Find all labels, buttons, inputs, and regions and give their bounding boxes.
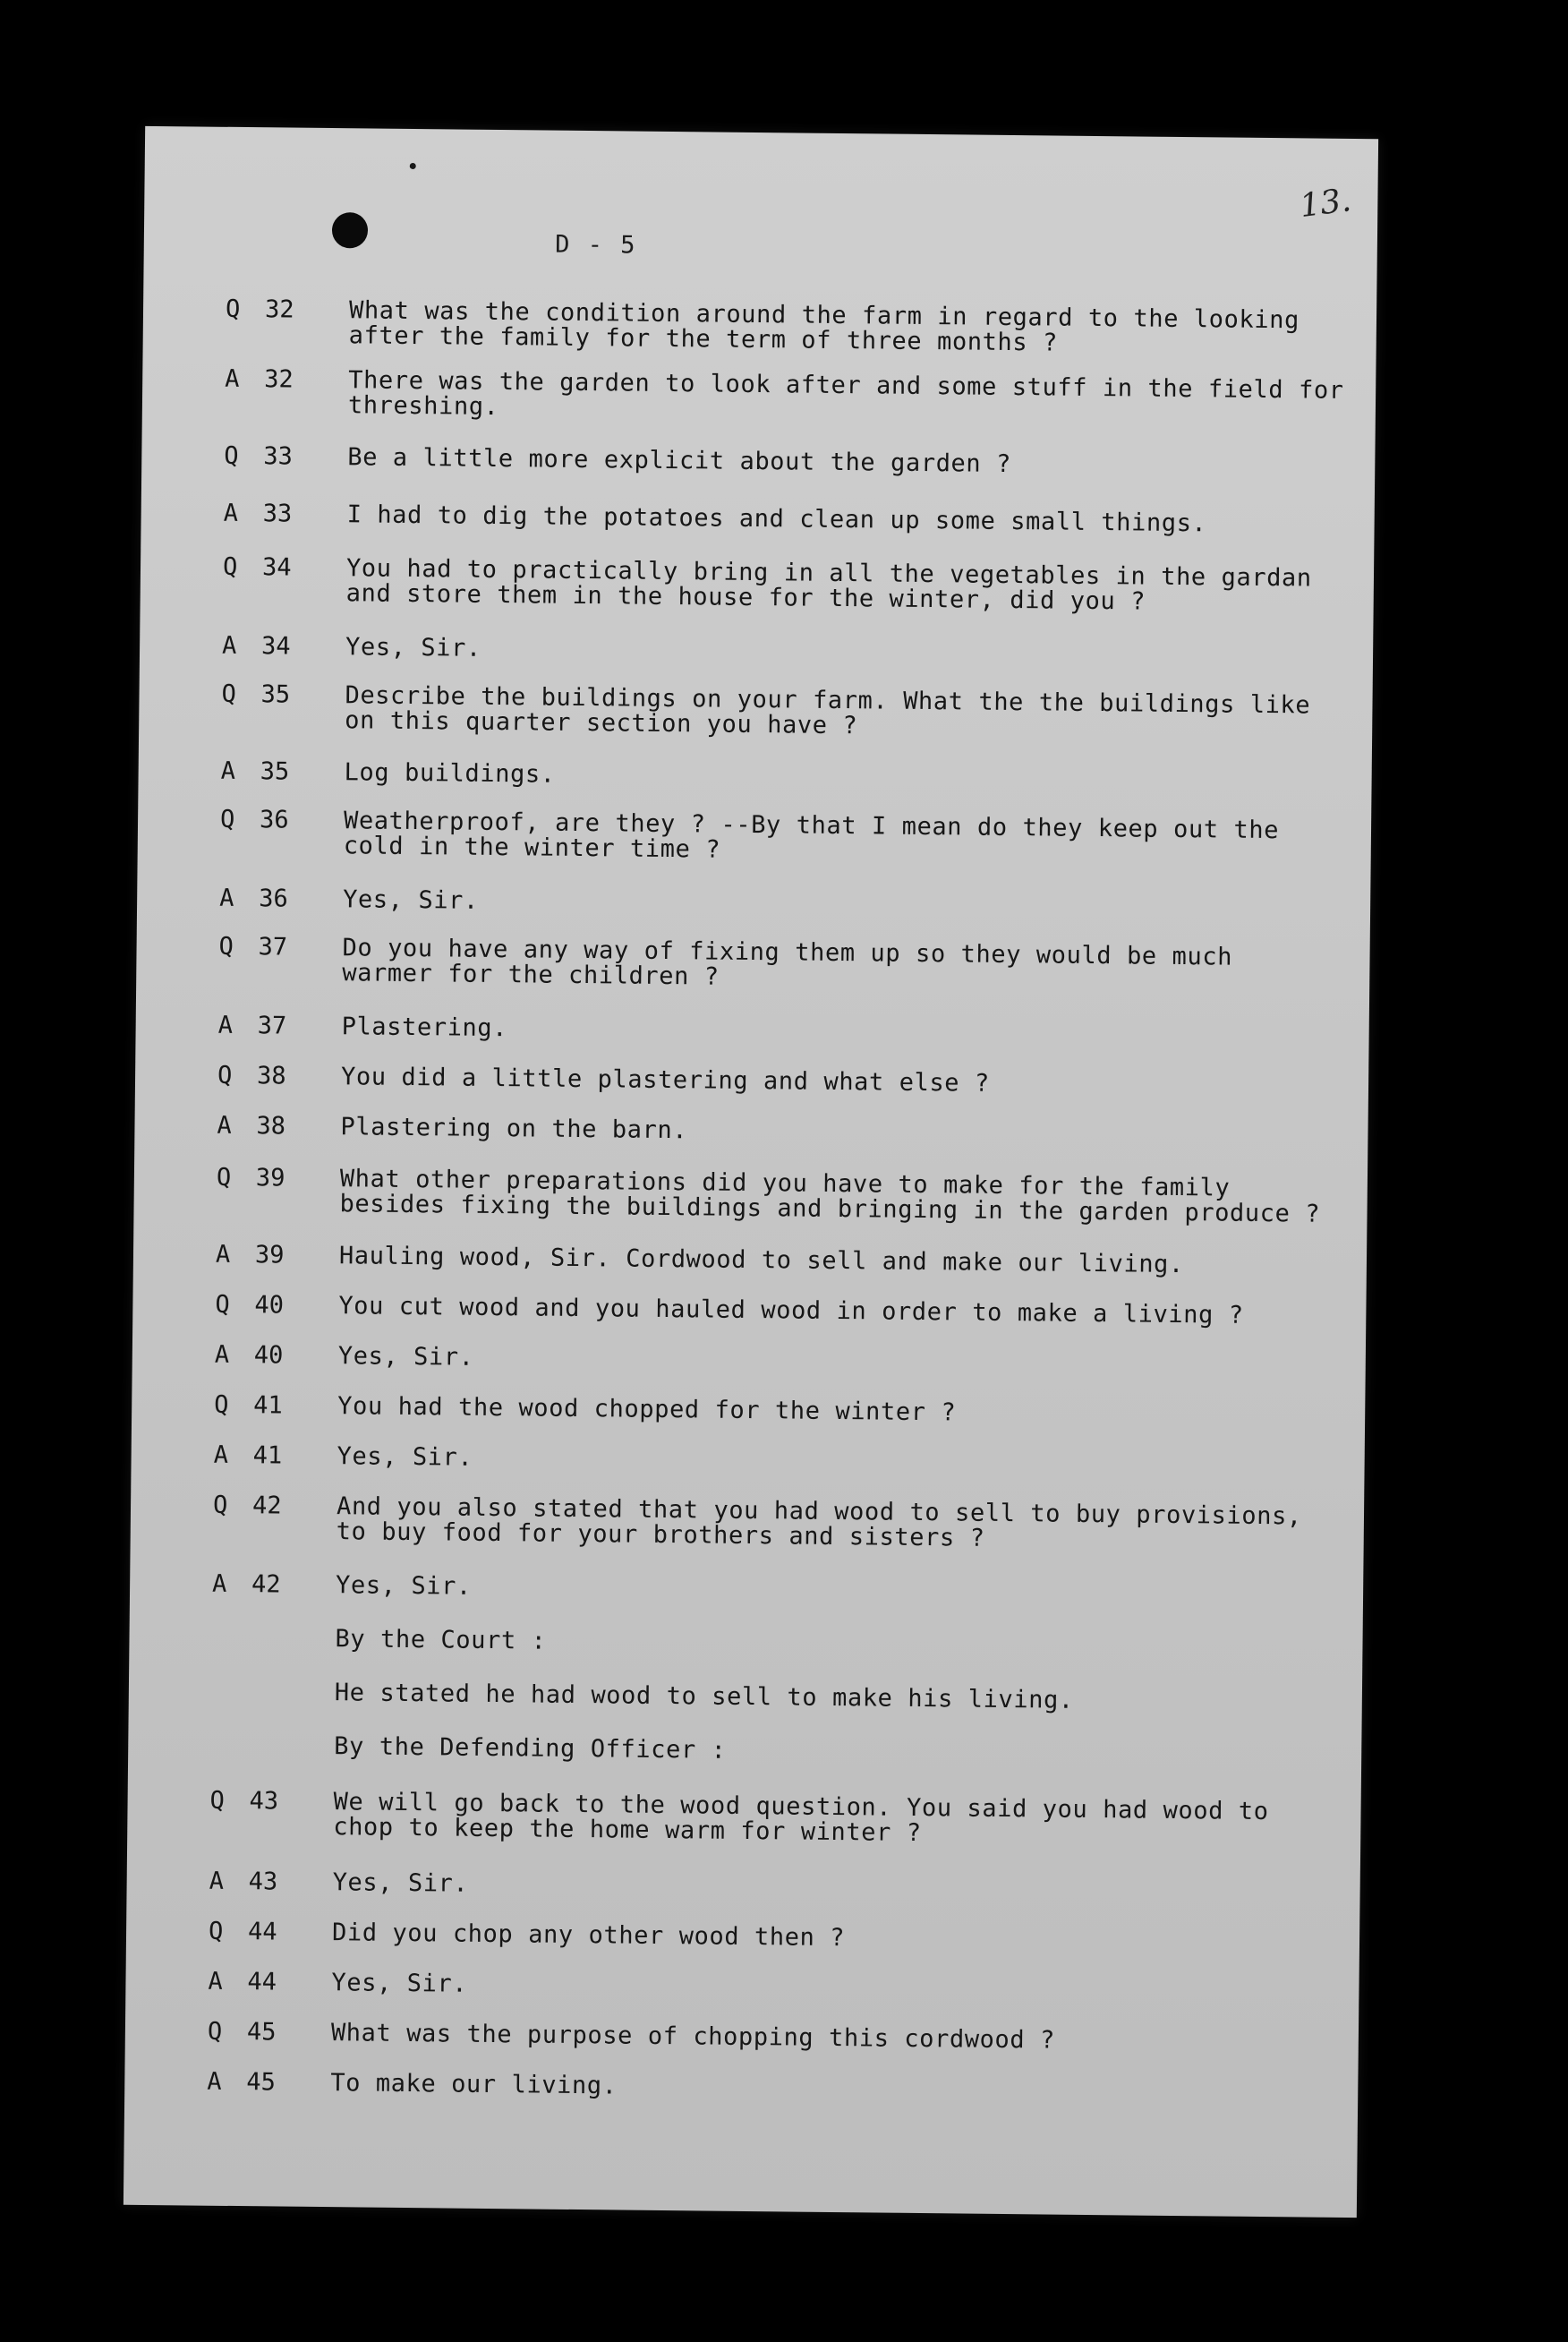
handwritten-page-number: 13. <box>1297 182 1353 226</box>
entry-kind: Q <box>219 805 235 833</box>
entry-number: 36 <box>259 885 288 913</box>
entry-kind: A <box>220 756 236 785</box>
entry-kind: A <box>211 1569 227 1598</box>
entry-number: 37 <box>257 1012 287 1040</box>
entry-kind: Q <box>221 680 236 708</box>
entry-number: 39 <box>254 1241 285 1269</box>
entry-kind: A <box>225 364 240 393</box>
entry-number: 33 <box>262 500 293 528</box>
entry-kind: A <box>207 2067 222 2096</box>
entry-text: Yes, Sir. <box>337 1342 474 1372</box>
entry-kind: Q <box>217 1061 233 1090</box>
entry-text: You did a little plastering and what else ? <box>340 1063 990 1098</box>
entry-kind: A <box>221 631 237 660</box>
defending-officer-heading: By the Defending Officer : <box>334 1732 727 1765</box>
page-header: D - 5 <box>555 230 637 260</box>
entry-text: Yes, Sir. <box>331 1969 468 1998</box>
entry-text: And you also stated that you had wood to sell to buy provisions, to buy food for your brothers and sisters ? <box>336 1492 1302 1552</box>
entry-kind: Q <box>212 1491 228 1519</box>
entry-number: 34 <box>260 632 291 661</box>
entry-kind: Q <box>209 1786 226 1815</box>
entry-kind: Q <box>214 1390 229 1419</box>
entry-number: 35 <box>260 757 290 786</box>
entry-kind: A <box>213 1440 229 1469</box>
entry-number: 43 <box>249 1787 279 1816</box>
entry-text: What other preparations did you have to make for the family besides fixing the buildings and bringing in the garden produce ? <box>339 1165 1321 1228</box>
entry-number: 40 <box>254 1291 285 1320</box>
entry-kind: A <box>219 884 234 912</box>
entry-number: 45 <box>246 2018 277 2047</box>
entry-number: 32 <box>264 295 294 324</box>
entry-text: Did you chop any other wood then ? <box>331 1919 846 1953</box>
entry-text: Do you have any way of fixing them up so they would be much warmer for the children ? <box>342 934 1233 991</box>
entry-number: 40 <box>253 1341 284 1370</box>
ink-speck <box>410 163 416 169</box>
entry-number: 34 <box>261 553 292 582</box>
entry-text: There was the garden to look after and some stuff in the field for threshing. <box>347 366 1344 422</box>
entry-number: 38 <box>256 1112 286 1141</box>
entry-kind: Q <box>222 552 238 581</box>
entry-kind: A <box>223 499 239 527</box>
entry-kind: A <box>217 1011 234 1039</box>
entry-kind: A <box>208 1967 223 1996</box>
entry-kind: Q <box>208 1917 224 1945</box>
entry-number: 44 <box>247 1918 277 1946</box>
entry-text: Describe the buildings on your farm. What the the buildings like on this quarter section you have ? <box>345 681 1311 740</box>
entry-number: 35 <box>260 680 291 709</box>
entry-text: Plastering. <box>341 1013 508 1043</box>
entry-number: 42 <box>251 1570 281 1599</box>
entry-text: You had to practically bring in all the vegetables in the gardan and store them in the house for the winter, did you ? <box>345 554 1312 616</box>
entry-number: 37 <box>258 933 288 962</box>
entry-text: You had the wood chopped for the winter ? <box>337 1392 957 1427</box>
entry-number: 32 <box>264 365 294 394</box>
entry-kind: A <box>214 1340 230 1369</box>
document-page <box>124 126 1378 2218</box>
entry-text: Yes, Sir. <box>332 1868 469 1898</box>
entry-text: Plastering on the barn. <box>340 1113 688 1145</box>
entry-text: I had to dig the potatoes and clean up some small things. <box>346 500 1207 538</box>
entry-kind: Q <box>215 1290 230 1319</box>
entry-number: 36 <box>259 806 289 834</box>
entry-text: Yes, Sir. <box>342 885 480 915</box>
entry-kind: Q <box>225 295 241 323</box>
entry-kind: Q <box>218 932 234 961</box>
court-heading: By the Court : <box>335 1625 547 1655</box>
entry-text: What was the condition around the farm in regard to the looking after the family for the term of three months ? <box>348 296 1300 357</box>
entry-number: 44 <box>247 1968 277 1996</box>
entry-text: Hauling wood, Sir. Cordwood to sell and make our living. <box>338 1242 1185 1279</box>
entry-text: We will go back to the wood question. You said you had wood to chop to keep the home warm for winter ? <box>333 1788 1269 1848</box>
entry-number: 41 <box>252 1441 283 1470</box>
entry-text: You cut wood and you hauled wood in order to make a living ? <box>338 1292 1244 1329</box>
entry-text: Log buildings. <box>344 758 556 789</box>
court-statement: He stated he had wood to sell to make his living. <box>334 1679 1074 1714</box>
entry-text: Yes, Sir. <box>337 1442 473 1472</box>
entry-number: 39 <box>255 1164 285 1192</box>
entry-kind: Q <box>207 2017 223 2046</box>
entry-kind: A <box>217 1111 232 1140</box>
entry-text: Yes, Sir. <box>345 633 481 662</box>
entry-text: Weatherproof, are they ? --By that I mean do they keep out the cold in the winter time ? <box>343 807 1280 864</box>
entry-number: 33 <box>263 442 294 471</box>
entry-number: 42 <box>251 1492 282 1520</box>
entry-kind: Q <box>216 1163 232 1192</box>
entry-kind: Q <box>224 441 239 470</box>
entry-kind: A <box>215 1240 231 1269</box>
entry-text: Yes, Sir. <box>335 1571 472 1601</box>
entry-text: Be a little more explicit about the garden ? <box>347 443 1012 479</box>
entry-number: 38 <box>256 1062 286 1090</box>
entry-kind: A <box>209 1867 225 1895</box>
entry-number: 43 <box>248 1868 278 1896</box>
entry-number: 45 <box>246 2068 276 2097</box>
entry-text: What was the purpose of chopping this cordwood ? <box>330 2019 1056 2055</box>
entry-text: To make our living. <box>330 2069 618 2100</box>
entry-number: 41 <box>253 1391 283 1420</box>
